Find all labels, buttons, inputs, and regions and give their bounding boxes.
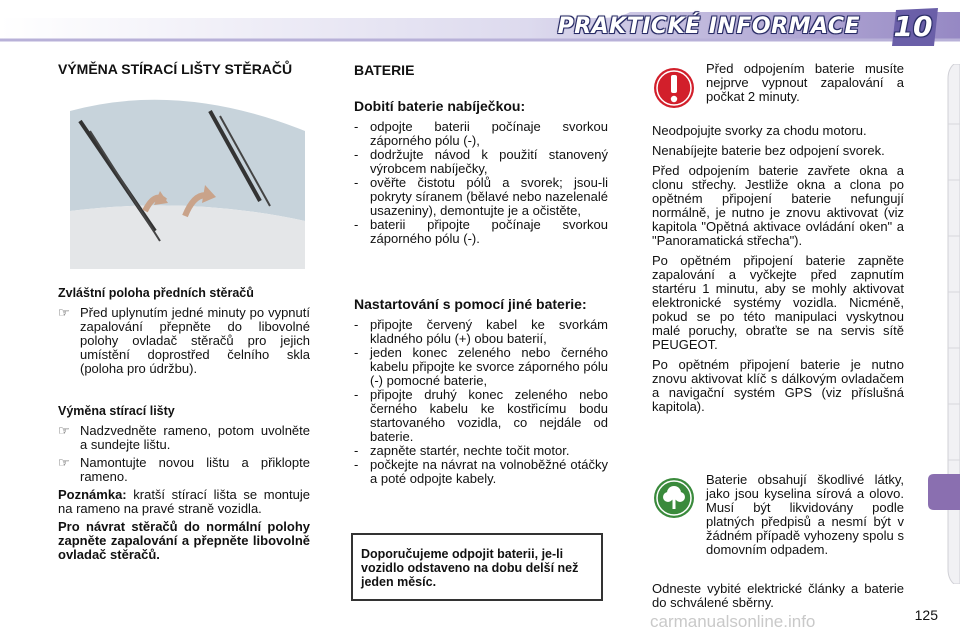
chapter-title: PRAKTICKÉ INFORMACE [557, 14, 860, 39]
warning-text: Před odpojením baterie musíte nejprve vypnout zapalování a počkat 2 minuty. [706, 61, 904, 104]
battery-title: BATERIE [354, 62, 415, 78]
recycle-tree-icon [652, 476, 696, 520]
eco-text-bottom: Odneste vybité elektrické články a baterie do schválené sběrny. [652, 581, 904, 610]
warning-icon [652, 66, 696, 110]
battery-notes: Neodpojujte svorky za chodu motoru. Nenabíjejte baterie bez odpojení svorek. Před odpojením baterie zavřete okna a clonu střechy. Jestliže okna a clona po opětném připojení baterie nefungují normálně, je nutno je znovu aktivovat (viz kapitola "Opětná aktivace ovládání oken" a "Panoramatická střecha"). Po opětném připojení baterie zapněte zapalování a vyčkejte před zapnutím startéru 1 minutu, aby se mohly aktivovat elektronické systémy vozidla. Nicméně, pokud se po této manipulaci vyskytnou malé poruchy, obraťte se na servis sítě PEUGEOT. Po opětném připojení baterie je nutno znovu aktivovat klíč s dálkovým ovladačem a navigační systém GPS (viz příslušná kapitola). [652, 123, 904, 414]
maintenance-position-title: Zvláštní poloha předních stěračů [58, 286, 254, 300]
wiper-title: VÝMĚNA STÍRACÍ LIŠTY STĚRAČŮ [58, 61, 293, 77]
list-item: - připojte červený kabel ke svorkám kladného pólu (+) obou baterií, [354, 317, 608, 346]
wiper-section [58, 62, 310, 562]
list-item: - dodržujte návod k použití stanovený výrobcem nabíječky, [354, 147, 608, 176]
battery-section [354, 62, 608, 486]
list-item: - zapněte startér, nechte točit motor. [354, 443, 570, 458]
hand-pointer-icon: ☞ [58, 455, 70, 470]
recommendation-box: Doporučujeme odpojit baterii, je-li vozidlo odstaveno na dobu delší než jeden měsíc. [351, 533, 603, 601]
chapter-tabs [924, 64, 960, 584]
watermark: carmanualsonline.info [650, 612, 816, 631]
chapter-number: 10 [893, 10, 933, 43]
windshield-wiper-photo [60, 91, 308, 269]
list-item: - počkejte na návrat na volnoběžné otáčky a poté odpojte kabely. [354, 457, 608, 486]
hand-pointer-icon: ☞ [58, 423, 70, 438]
page-number: 125 [914, 607, 938, 623]
list-item: - baterii připojte počínaje svorkou záporného pólu (-). [354, 217, 608, 246]
reset-note: Pro návrat stěračů do normální polohy zapněte zapalování a přepněte libovolně ovladač stěračů. [58, 519, 310, 562]
charging-title: Dobití baterie nabíječkou: [354, 98, 526, 114]
list-item: ☞ Namontujte novou lištu a přiklopte rameno. [58, 455, 310, 484]
list-item: - odpojte baterii počínaje svorkou záporného pólu (-), [354, 119, 608, 148]
hand-pointer-icon: ☞ [58, 305, 70, 320]
note-paragraph: Poznámka: kratší stírací lišta se montuje na rameno na pravé straně vozidla. [58, 487, 310, 516]
jumpstart-title: Nastartování s pomocí jiné baterie: [354, 296, 587, 312]
blade-replace-title: Výměna stírací lišty [58, 404, 175, 418]
list-item: - jeden konec zeleného nebo černého kabelu připojte ke svorce záporného pólu (-) pomocné baterie, [354, 345, 608, 388]
list-item: ☞ Před uplynutím jedné minuty po vypnutí zapalování přepněte do libovolné polohy ovladač stěračů pro jejich umístění doprostřed čelního skla (poloha pro údržbu). [58, 305, 310, 376]
list-item: - ověřte čistotu pólů a svorek; jsou-li pokryty síranem (bělavé nebo nazelenalé usazeniny), demontujte je a očistěte, [354, 175, 608, 218]
eco-text-top: Baterie obsahují škodlivé látky, jako jsou kyselina sírová a olovo. Musí být likvidovány podle platných předpisů a nesmí být v žádném případě vyhozeny spolu s domovním odpadem. [706, 472, 904, 557]
list-item: ☞ Nadzvedněte rameno, potom uvolněte a sundejte lištu. [58, 423, 310, 452]
list-item: - připojte druhý konec zeleného nebo černého kabelu ke kostřicímu bodu startovaného vozidla, co nejdále od baterie. [354, 387, 608, 444]
